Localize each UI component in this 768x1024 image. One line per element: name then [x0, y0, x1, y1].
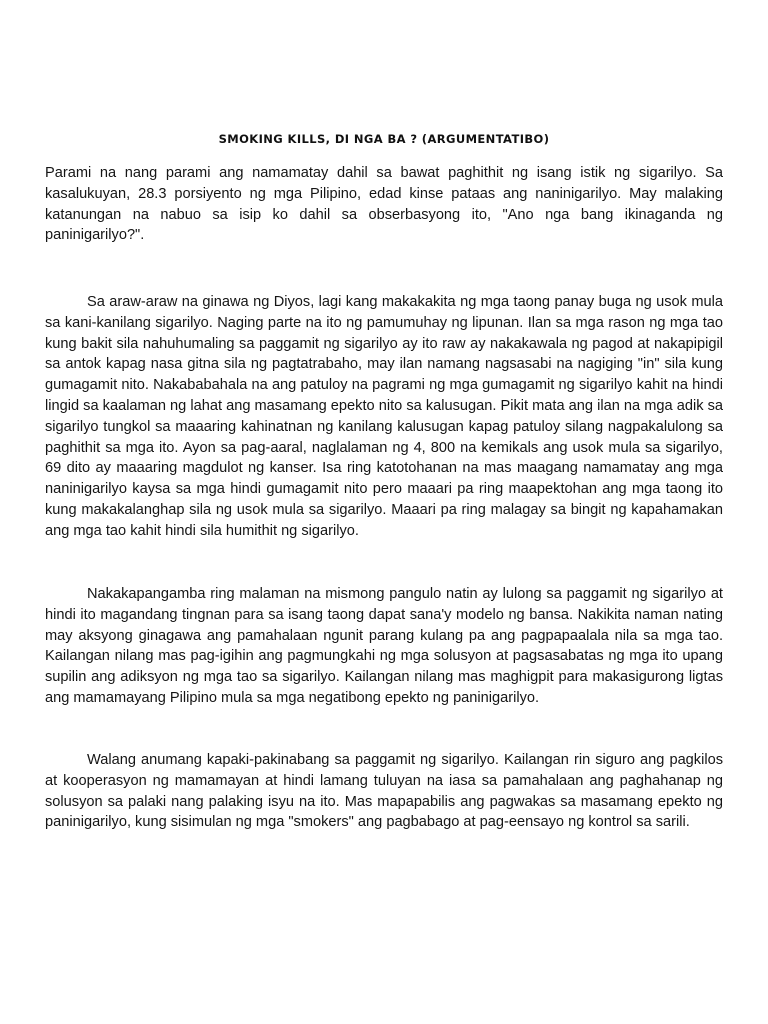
paragraph-1: Parami na nang parami ang namamatay dahil sa bawat paghithit ng isang istik ng sigarilyo. Sa kasalukuyan, 28.3 porsiyento ng mga Pilipino, edad kinse pataas ang naninigarilyo. May malaking katanungan na nabuo sa isip ko dahil sa obserbasyong ito, "Ano nga bang ikinaganda ng paninigarilyo?". — [45, 165, 723, 244]
paragraph-4: Walang anumang kapaki-pakinabang sa paggamit ng sigarilyo. Kailangan rin siguro ang pagkilos at kooperasyon ng mamamayan at hindi lamang tuluyan na iasa sa pamahalaan ang paghahanap ng solusyon sa palaki nang palaking isyu na ito. Mas mapapabilis ang pagwakas sa masamang epekto ng paninigarilyo, kung sisimulan ng mga "smokers" ang pagbabago at pag-eensayo ng kontrol sa sarili. — [45, 752, 723, 831]
paragraph-3: Nakakapangamba ring malaman na mismong pangulo natin ay lulong sa paggamit ng sigarilyo at hindi ito magandang tingnan para sa isang taong dapat sana'y modelo ng bansa. Nakikita naman nating may aksyong ginagawa ang pamahalaan ngunit parang kulang pa ang pagpapaalala nila sa mga tao. Kailangan nilang mas pag-igihin ang pagmungkahi ng mga solusyon at pagsasabatas ng mga ito upang supilin ang adiksyon ng mga tao sa sigarilyo. Kailangan nilang mas maghigpit para makasigurong ligtas ang mamamayang Pilipino mula sa mga negatibong epekto ng paninigarilyo. — [45, 586, 723, 706]
document-title: SMOKING KILLS, DI NGA BA ? (ARGUMENTATIBO) — [218, 132, 550, 146]
paragraph-2: Sa araw-araw na ginawa ng Diyos, lagi kang makakakita ng mga taong panay buga ng usok mula sa kani-kanilang sigarilyo. Naging parte na ito ng pamumuhay ng lipunan. Ilan sa mga rason ng mga tao kung bakit sila nahuhumaling sa paggamit ng sigarilyo ay ito raw ay nakakawala ng pagod at nakapipigil sa antok kapag nasa gitna sila ng pagtatrabaho, may ilan namang nagsasabi na nagiging "in" sila kung gumagamit nito. Nakababahala na ang patuloy na pagrami ng mga gumagamit ng sigarilyo kahit na hindi lingid sa kaalaman ng lahat ang masamang epekto nito sa kalusugan. Pikit mata ang ilan na mga adik sa sigarilyo tungkol sa maaaring kahinatnan ng kanilang kalusugan kapag patuloy silang nagpakalulong sa paghithit sa mga ito. Ayon sa pag-aaral, naglalaman ng 4, 800 na kemikals ang usok mula sa sigarilyo, 69 dito ay maaaring magdulot ng kanser. Isa ring katotohanan na mas maagang namamatay ang mga naninigarilyo kaysa sa mga hindi gumagamit nito pero maaari pa ring maapektohan ang mga taong ito kung makakalanghap sila ng usok mula sa sigarilyo. Maaari pa ring malagay sa bingit ng kapahamakan ang mga tao kahit hindi sila humithit ng sigarilyo. — [45, 294, 723, 539]
